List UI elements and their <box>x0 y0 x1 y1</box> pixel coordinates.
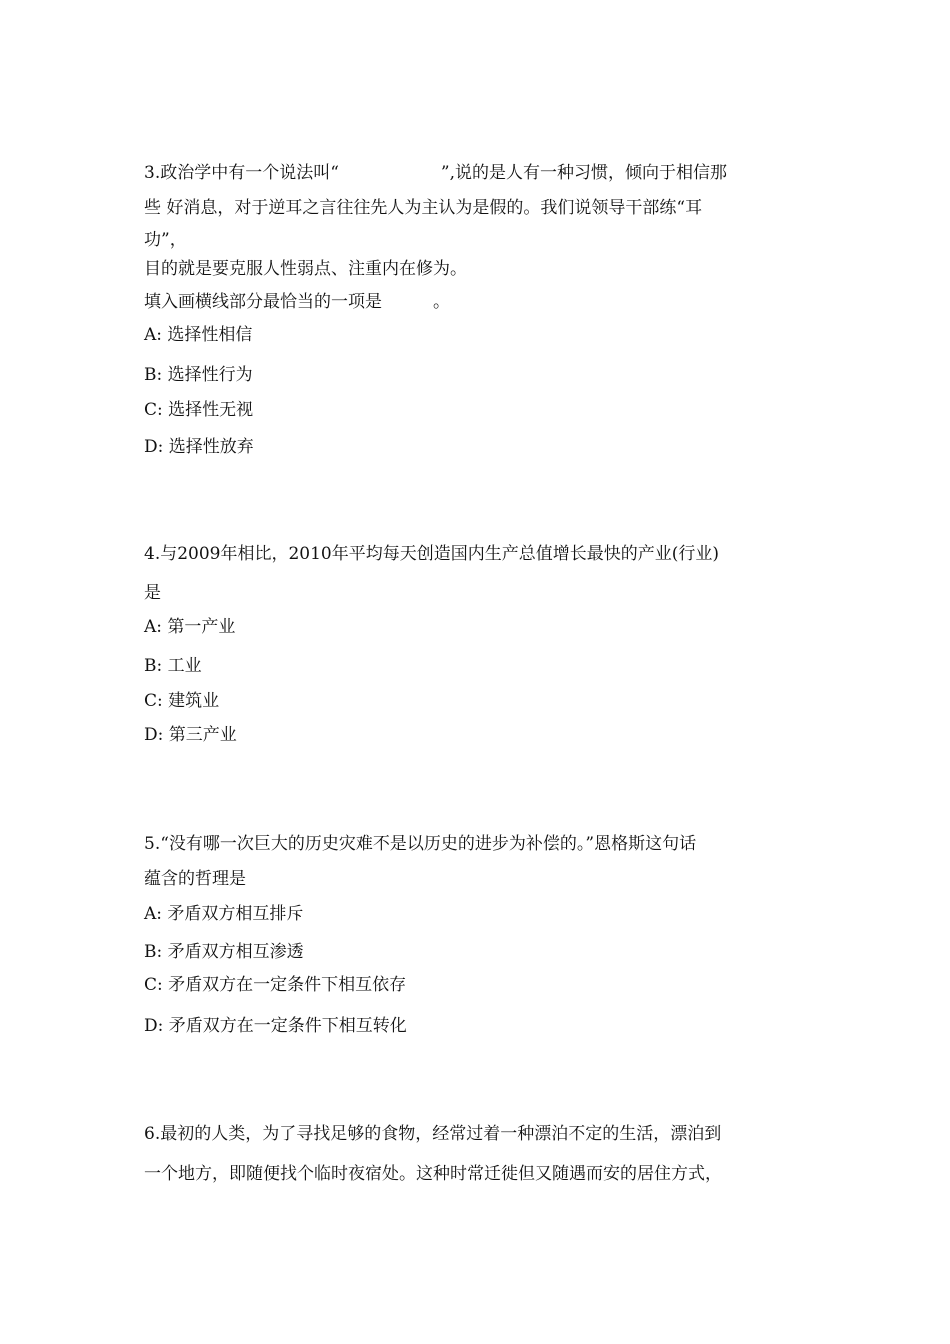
question-3-option-d: D: 选择性放弃 <box>144 437 254 457</box>
question-5-option-d: D: 矛盾双方在一定条件下相互转化 <box>144 1016 407 1036</box>
question-3-option-b: B: 选择性行为 <box>144 365 253 385</box>
question-5-option-b: B: 矛盾双方相互渗透 <box>144 942 304 962</box>
question-5-option-c: C: 矛盾双方在一定条件下相互依存 <box>144 975 407 995</box>
question-4-line-2: 是 <box>144 583 161 603</box>
question-4-line-1: 4.与2009年相比，2010年平均每天创造国内生产总值增长最快的产业(行业) <box>144 544 720 564</box>
question-3-line-5: 填入画横线部分最恰当的一项是 。 <box>144 292 450 312</box>
question-4-option-b: B: 工业 <box>144 656 202 676</box>
question-3-line-2: 些 好消息，对于逆耳之言往往先人为主认为是假的。我们说领导干部练“耳 <box>144 198 703 218</box>
question-3-line-1: 3.政治学中有一个说法叫“ ”,说的是人有一种习惯，倾向于相信那 <box>144 163 728 183</box>
question-5-line-1: 5.“没有哪一次巨大的历史灾难不是以历史的进步为补偿的。”恩格斯这句话 <box>144 834 697 854</box>
question-3-line-4: 目的就是要克服人性弱点、注重内在修为。 <box>144 259 467 279</box>
question-4-option-d: D: 第三产业 <box>144 725 237 745</box>
question-5-line-2: 蕴含的哲理是 <box>144 869 246 889</box>
question-4-option-c: C: 建筑业 <box>144 691 220 711</box>
question-4-option-a: A: 第一产业 <box>144 617 236 637</box>
question-3-option-c: C: 选择性无视 <box>144 400 254 420</box>
question-6-line-2: 一个地方，即随便找个临时夜宿处。这种时常迁徙但又随遇而安的居住方式， <box>144 1164 722 1184</box>
question-3-option-a: A: 选择性相信 <box>144 325 253 345</box>
question-3-line-3: 功”， <box>144 230 187 250</box>
question-5-option-a: A: 矛盾双方相互排斥 <box>144 904 304 924</box>
question-6-line-1: 6.最初的人类，为了寻找足够的食物，经常过着一种漂泊不定的生活，漂泊到 <box>144 1124 722 1144</box>
